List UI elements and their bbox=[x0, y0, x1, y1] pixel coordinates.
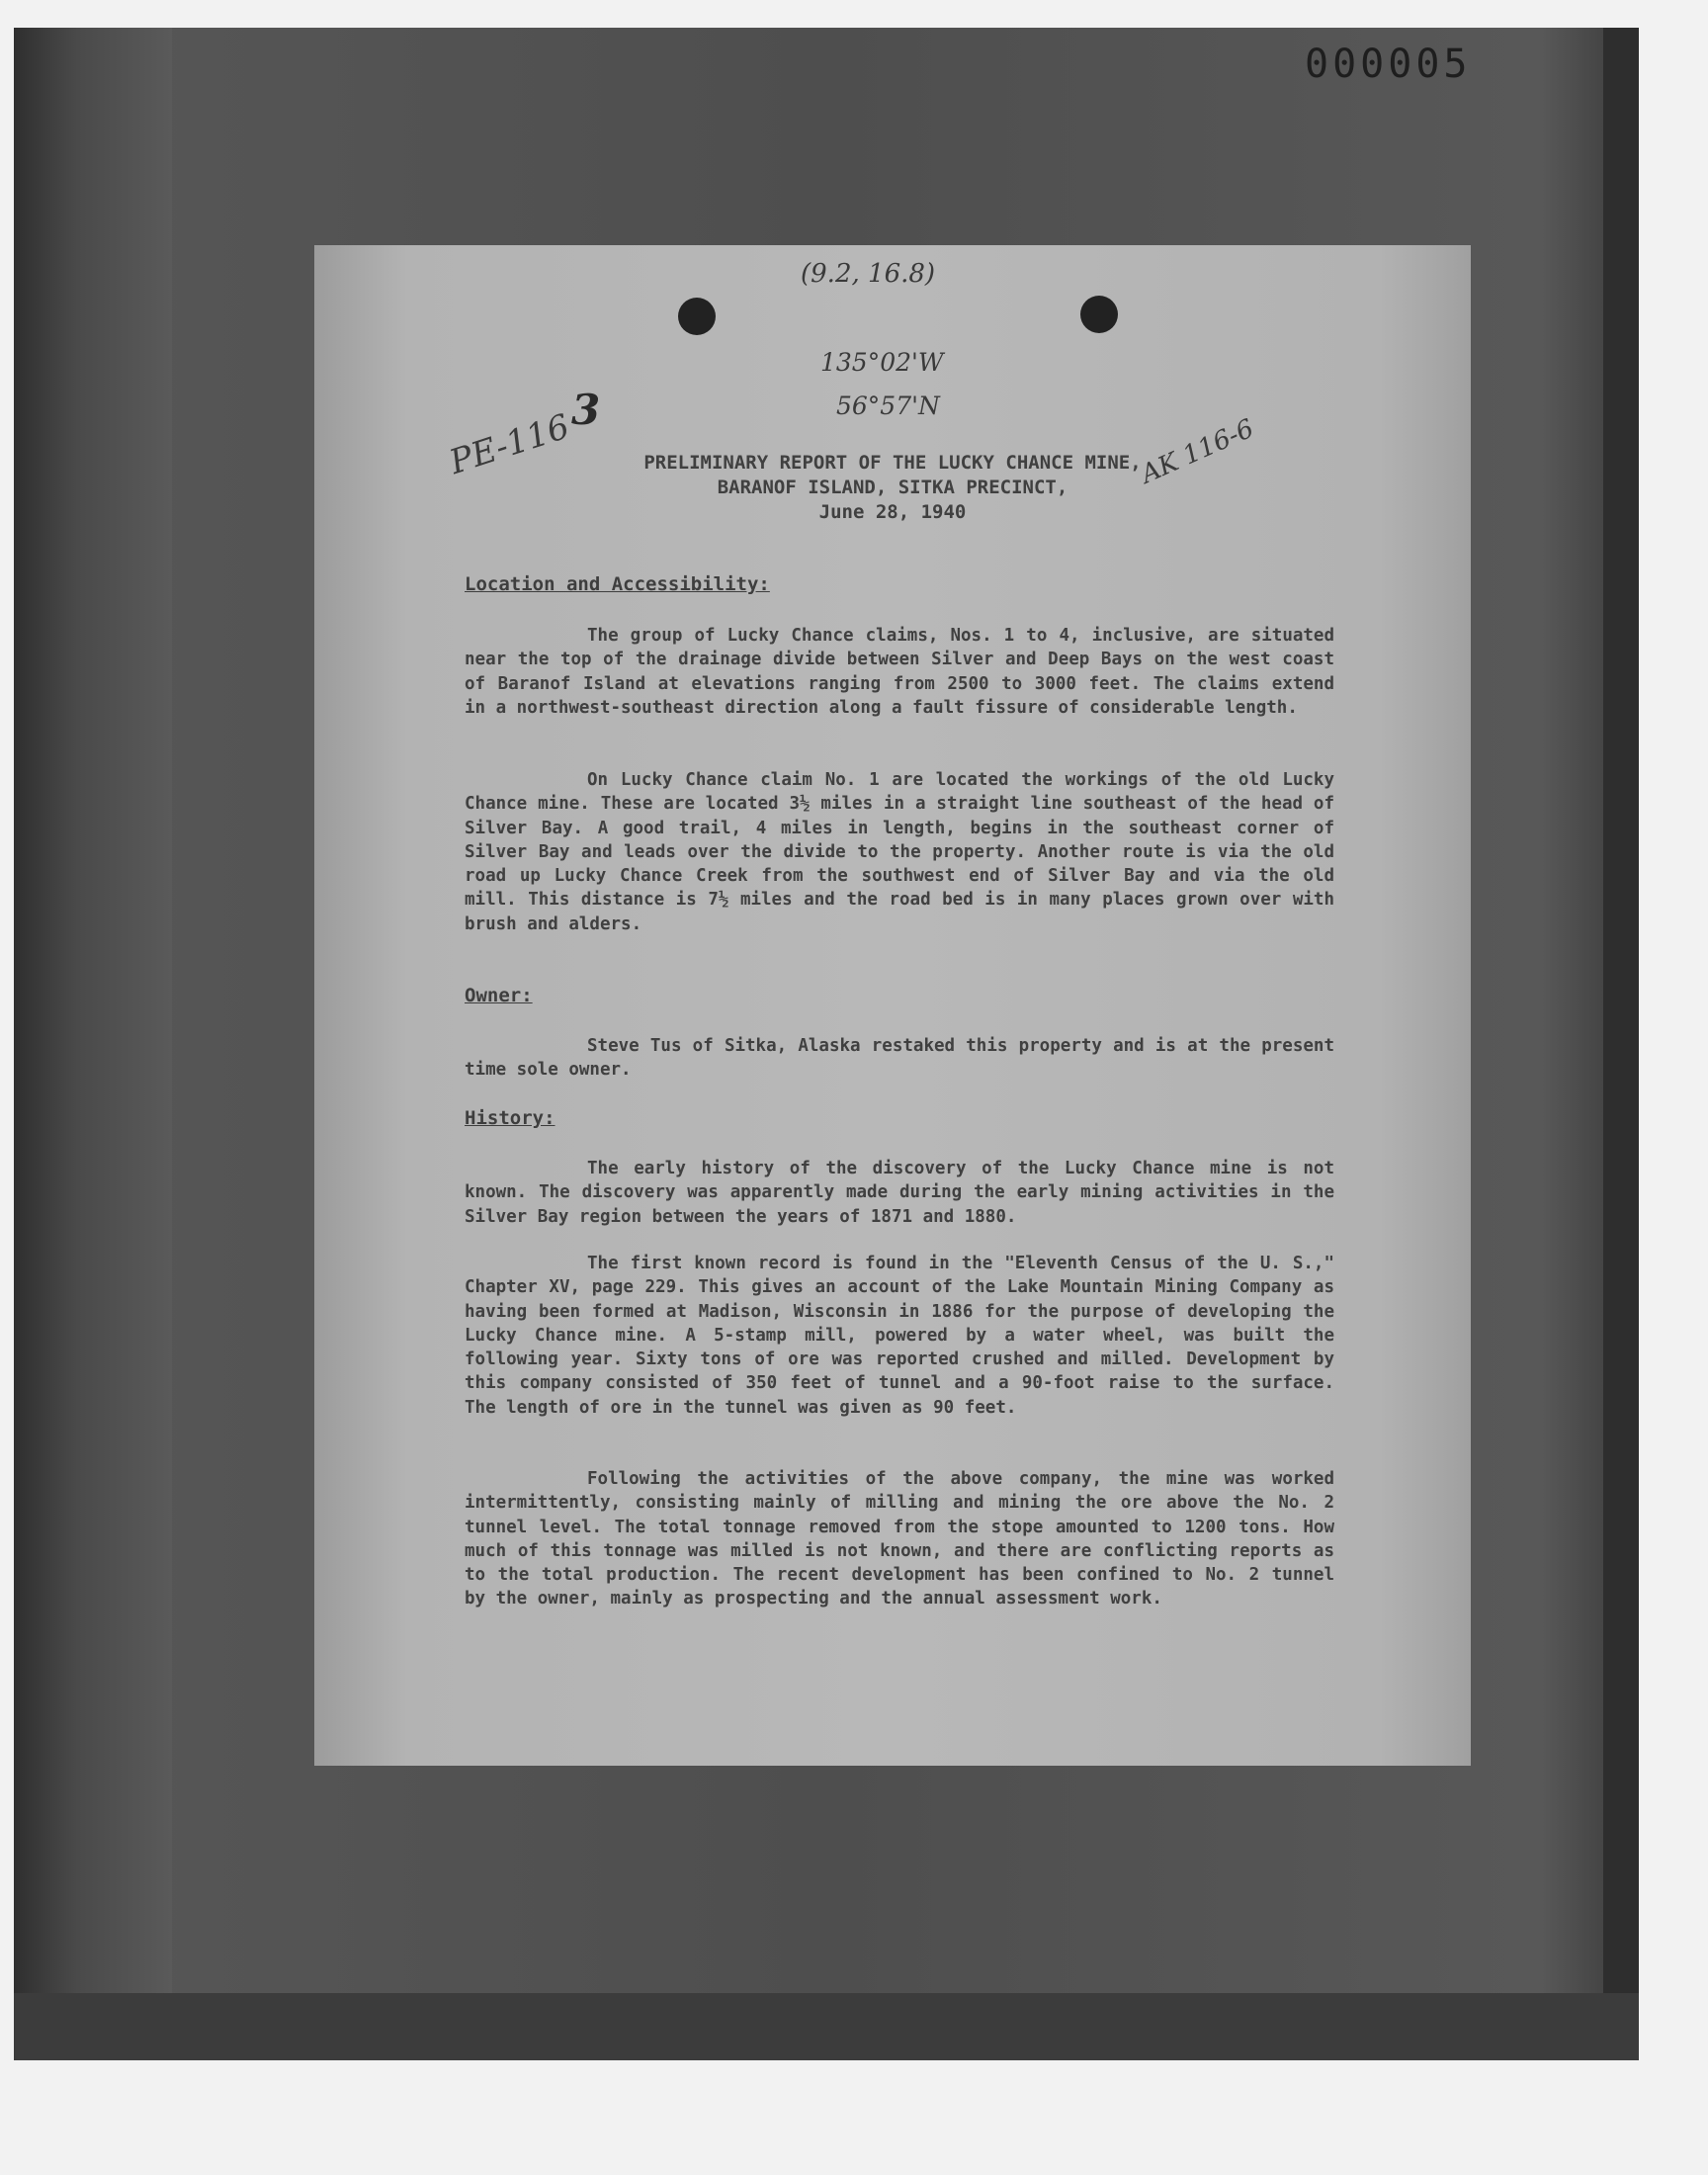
handwritten-file-code-right: AK 116-6 bbox=[1137, 413, 1259, 490]
handwritten-latitude: 56°57'N bbox=[836, 392, 940, 420]
heading-location: Location and Accessibility: bbox=[465, 573, 770, 595]
heading-history: History: bbox=[465, 1107, 555, 1129]
title-date: June 28, 1940 bbox=[818, 501, 967, 523]
scan-edge-right bbox=[1603, 28, 1639, 2060]
punch-hole-right bbox=[1080, 296, 1118, 333]
handwritten-ref-numbers: (9.2, 16.8) bbox=[801, 259, 936, 289]
title-line-1: PRELIMINARY REPORT OF THE LUCKY CHANCE MINE, bbox=[643, 452, 1142, 474]
handwritten-file-code-suffix: 3 bbox=[571, 386, 601, 434]
paragraph-history-3: Following the activities of the above company, the mine was worked intermittently, consisting mainly of milling and mining the ore above the No. 2 tunnel level. The total tonnage removed from the stope amounted to 1200 tons. How much of this tonnage was milled is not known, and there are conflicting reports as to the total production. The recent development has been confined to No. 2 tunnel by the owner, mainly as prospecting and the annual assessment work. bbox=[465, 1469, 1334, 1610]
paragraph-owner: Steve Tus of Sitka, Alaska restaked this property and is at the present time sole owner. bbox=[465, 1036, 1334, 1081]
handwritten-longitude: 135°02'W bbox=[820, 348, 944, 377]
paragraph-location-2: On Lucky Chance claim No. 1 are located the workings of the old Lucky Chance mine. These are located 3½ miles in a straight line southeast of the head of Silver Bay. A good trail, 4 miles in length, begins in the southeast corner of Silver Bay and leads over the divide to the property. Another route is via the old road up Lucky Chance Creek from the southwest end of Silver Bay and via the old mill. This distance is 7½ miles and the road bed is in many places grown over with brush and alders. bbox=[465, 770, 1334, 934]
heading-owner: Owner: bbox=[465, 985, 533, 1006]
scan-edge-bottom bbox=[14, 1993, 1639, 2060]
paragraph-location-1: The group of Lucky Chance claims, Nos. 1 to 4, inclusive, are situated near the top of the drainage divide between Silver and Deep Bays on the west coast of Baranof Island at elevations ranging from 2500 to 3000 feet. The claims extend in a northwest-southeast direction along a fault fissure of considerable length. bbox=[465, 626, 1334, 718]
scan-edge-left bbox=[14, 28, 172, 2060]
handwritten-file-code-left: PE-116 bbox=[445, 406, 574, 483]
report-title bbox=[314, 451, 1471, 525]
punch-hole-left bbox=[678, 298, 716, 335]
serial-number: 000005 bbox=[1305, 42, 1472, 87]
paragraph-history-2: The first known record is found in the "Eleventh Census of the U. S.," Chapter XV, page 229. This gives an account of the Lake Mountain Mining Company as having been formed at Madison, Wisconsin in 1886 for the purpose of developing the Lucky Chance mine. A 5-stamp mill, powered by a water wheel, was built the following year. Sixty tons of ore was reported crushed and milled. Development by this company consisted of 350 feet of tunnel and a 90-foot raise to the surface. The length of ore in the tunnel was given as 90 feet. bbox=[465, 1254, 1334, 1418]
paragraph-history-1: The early history of the discovery of the Lucky Chance mine is not known. The discovery was apparently made during the early mining activities in the Silver Bay region between the years of 1871 and 1880. bbox=[465, 1159, 1334, 1227]
title-line-2: BARANOF ISLAND, SITKA PRECINCT, bbox=[717, 477, 1068, 498]
